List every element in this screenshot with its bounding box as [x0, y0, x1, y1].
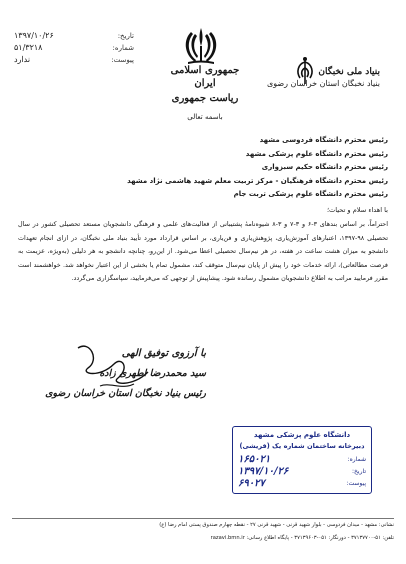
recipients-list	[127, 134, 388, 202]
stamp-university: دانشگاه علوم پزشکی مشهد	[253, 431, 351, 439]
signer-title: رئیس بنیاد نخبگان استان خراسان رضوی	[45, 388, 206, 399]
attachment-value: ندارد	[14, 55, 31, 64]
stamp-attachment-value: ۶۹۰۲۷	[238, 478, 265, 489]
foundation-name	[240, 66, 380, 90]
attachment-label: پیوست:	[111, 56, 134, 64]
number-label: شماره:	[112, 44, 134, 52]
receipt-stamp	[232, 426, 372, 494]
footer-phone-fax: تلفن: ۵۱-۳۷۱۳۷۷۰۰ - دورنگار: ۰۵۱-۳۷۱۳۹۶۰۳ - پایگاه اطلاع رسانی:	[246, 535, 394, 541]
stamp-secretariat: دبیرخانه ساختمان شماره یک (قریشی)	[239, 442, 365, 450]
stamp-number-value: ۱۶۵۰۲۱	[238, 454, 271, 465]
stamp-date-value: ۱۳۹۷/۱۰/۲۶	[238, 466, 289, 477]
signer-name: سید محمدرضا اطهری زاده	[99, 368, 206, 379]
letter-body: احتراماً، بر اساس بندهای ۳-۶ و ۳-۷ و ۳-۸ شیوه‌نامهٔ پشتیبانی از فعالیت‌های علمی و فرهنگی دانشجویان مستعد تحصیلی کشور در سال تحصیلی ۹۸-۱۳۹۷، اعتبارهای آموزش‌یاری، پژوهش‌یاری و فن‌یاری، بر اساس قرارداد مورد تأیید بنیاد ملی نخبگان، در ازای انجام تعهدات دانشجو به میزان هشت ساعت در هفته، در هر نیم‌سال تحصیلی اعطا می‌شود. از این‌رو، چنانچه دانشجو به هر دلیلی (به‌ویژه، عزیمت به فرصت مطالعاتی)، ارائه خدمات خود را پیش از پایان نیم‌سال متوقف کند، مشمول تمام یا بخشی از این اعتبار نخواهد شد. خواهشمند است مقرر فرمایید مراتب به اطلاع دانشجویان مشمول رسانده شود. پیشاپیش از توجهی که می‌فرمایید، سپاسگزاری می‌گردد.	[18, 220, 389, 283]
recipient-line: رئیس محترم دانشگاه علوم پزشکی تربت جام	[233, 190, 388, 198]
government-header	[160, 64, 250, 106]
presidency-title: ریاست جمهوری	[171, 93, 239, 104]
foundation-national: بنیاد ملی نخبگان	[318, 67, 380, 77]
letter-meta	[14, 30, 134, 66]
footer-address: نشانی: مشهد - میدان فردوسی - بلوار شهید قرنی - شهید قرنی ۲۷ - نقطه چهارم صندوق پستی امام رضا (ع)	[159, 522, 394, 528]
date-value: ۱۳۹۷/۱۰/۲۶	[14, 31, 54, 40]
gov-title: جمهوری اسلامی ایران	[170, 65, 240, 89]
foundation-province: بنیاد نخبگان استان خراسان رضوی	[266, 79, 380, 88]
footer-divider	[12, 518, 394, 519]
recipient-line: رئیس محترم دانشگاه حکیم سبزواری	[261, 163, 388, 171]
stamp-date-label: تاریخ:	[352, 468, 366, 475]
recipient-line: رئیس محترم دانشگاه فرهنگیان - مرکز تربیت معلم شهید هاشمی نژاد مشهد	[127, 176, 388, 185]
iran-emblem-icon	[178, 26, 224, 66]
date-label: تاریخ:	[117, 32, 134, 40]
basmala: باسمه تعالی	[187, 113, 223, 121]
footer-website-link[interactable]: razavi.bmn.ir	[210, 535, 245, 541]
recipient-line: رئیس محترم دانشگاه فردوسی مشهد	[259, 136, 388, 144]
stamp-attachment-label: پیوست:	[346, 480, 366, 487]
greeting: با اهداء سلام و تحیات؛	[326, 206, 388, 214]
signature-salutation: با آرزوی توفیق الهی	[121, 348, 206, 359]
footer-contact	[12, 534, 394, 543]
stamp-number-label: شماره:	[347, 456, 366, 463]
signature-block	[36, 344, 206, 404]
number-value: ۵۱/۳۲۱۸	[14, 43, 43, 52]
recipient-line: رئیس محترم دانشگاه علوم پزشکی مشهد	[245, 149, 388, 158]
